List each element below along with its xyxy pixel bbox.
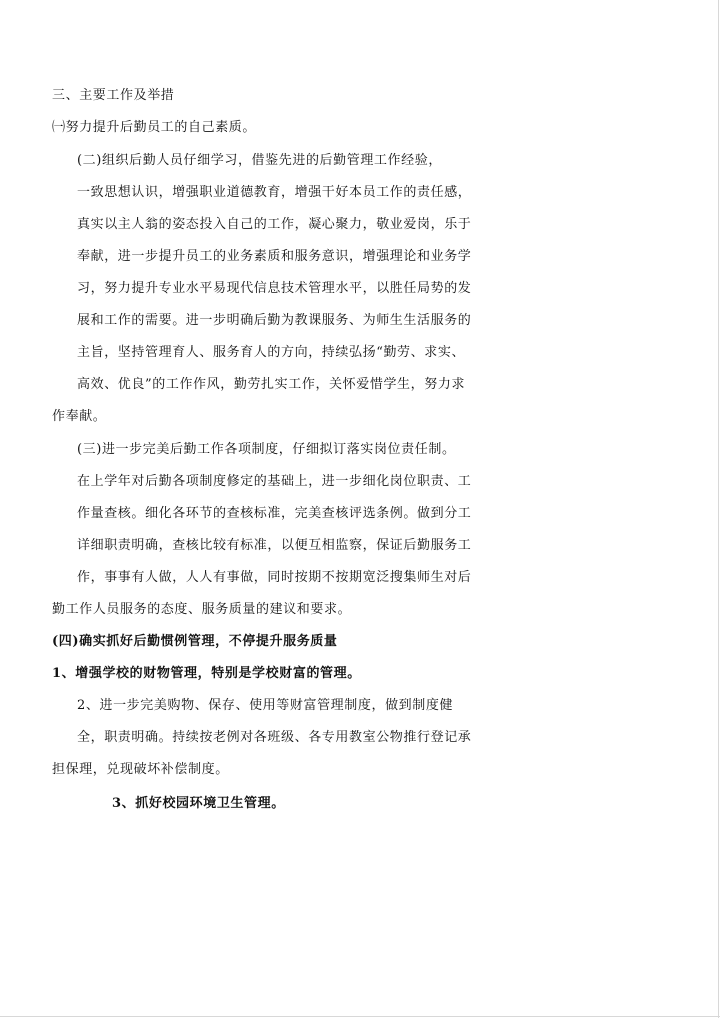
paragraph-line: 主旨，坚持管理育人、服务育人的方向，持续弘扬“勤劳、求实、 — [77, 345, 466, 360]
subsection-title: (四)确实抓好后勤惯例管理，不停提升服务质量 — [52, 634, 338, 649]
paragraph-line: 习，努力提升专业水平易现代信息技术管理水平，以胜任局势的发 — [77, 281, 472, 296]
paragraph-line: 奉献，进一步提升员工的业务素质和服务意识，增强理论和业务学 — [77, 249, 472, 264]
paragraph-line: 全，职责明确。持续按老例对各班级、各专用教室公物推行登记承 — [77, 730, 472, 745]
paragraph-line: 详细职责明确，查核比较有标准，以便互相监察，保证后勤服务工 — [77, 538, 472, 553]
paragraph-line: (二)组织后勤人员仔细学习，借鉴先进的后勤管理工作经验， — [77, 153, 442, 168]
paragraph-line: 真实以主人翁的姿态投入自己的工作，凝心聚力，敬业爱岗，乐于 — [77, 217, 472, 232]
paragraph-line: (三)进一步完美后勤工作各项制度，仔细拟订落实岗位责任制。 — [77, 442, 456, 457]
list-item: 1、增强学校的财物管理，特别是学校财富的管理。 — [52, 666, 361, 681]
paragraph-line: 在上学年对后勤各项制度修定的基础上，进一步细化岗位职责、工 — [77, 474, 472, 489]
paragraph-line: ㈠努力提升后勤员工的自己素质。 — [52, 120, 257, 135]
paragraph-line: 担保理，兑现破坏补偿制度。 — [52, 762, 229, 777]
paragraph-line: 勤工作人员服务的态度、服务质量的建议和要求。 — [52, 602, 352, 617]
paragraph-line: 高效、优良”的工作作风，勤劳扎实工作，关怀爱惜学生，努力求 — [77, 377, 466, 392]
page-border — [718, 0, 719, 1018]
paragraph-line: 展和工作的需要。进一步明确后勤为教课服务、为师生生活服务的 — [77, 313, 472, 328]
paragraph-line: 一致思想认识，增强职业道德教育，增强干好本员工作的责任感， — [77, 185, 472, 200]
paragraph-line: 作，事事有人做，人人有事做，同时按期不按期宽泛搜集师生对后 — [77, 570, 472, 585]
page-border — [0, 1016, 720, 1017]
list-item: 2、进一步完美购物、保存、使用等财富管理制度，做到制度健 — [77, 698, 454, 713]
section-heading: 三、主要工作及举措 — [52, 88, 175, 103]
list-item: 3、抓好校园环境卫生管理。 — [112, 796, 285, 811]
paragraph-line: 作奉献。 — [52, 409, 107, 424]
paragraph-line: 作量查核。细化各环节的查核标准，完美查核评选条例。做到分工 — [77, 506, 472, 521]
